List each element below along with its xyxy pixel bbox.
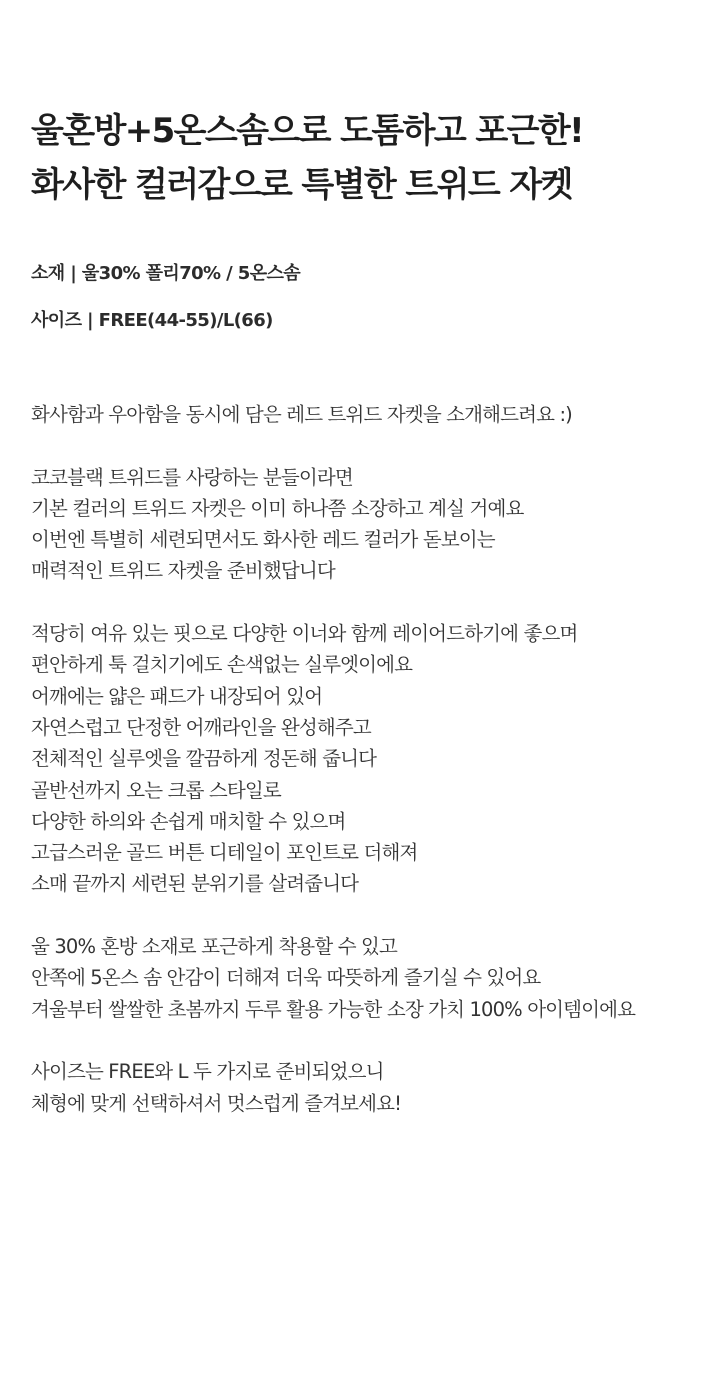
text-line: 소매 끝까지 세련된 분위기를 살려줍니다 [31,872,359,896]
text-line: 골반선까지 오는 크롭 스타일로 [31,778,281,802]
paragraph-color [31,462,635,587]
headline-line-2: 화사한 컬러감으로 특별한 트위드 자켓 [31,165,572,205]
text-line: 전체적인 실루엣을 깔끔하게 정돈해 줍니다 [31,747,377,771]
text-line: 기본 컬러의 트위드 자켓은 이미 하나쯤 소장하고 계실 거예요 [31,496,524,520]
paragraph-fit [31,618,635,900]
paragraph-size [31,1056,635,1119]
text-line: 화사함과 우아함을 동시에 담은 레드 트위드 자켓을 소개해드려요 :) [31,403,572,426]
headline-line-1: 울혼방+5온스솜으로 도톰하고 포근한! [31,111,583,151]
headline [31,104,583,212]
text-line: 다양한 하의와 손쉽게 매치할 수 있으며 [31,809,346,833]
text-line: 매력적인 트위드 자켓을 준비했답니다 [31,559,335,583]
text-line: 사이즈는 FREE와 L 두 가지로 준비되었으니 [31,1060,384,1084]
paragraph-material [31,931,635,1025]
text-line: 체형에 맞게 선택하셔서 멋스럽게 즐겨보세요! [31,1091,402,1115]
text-line: 겨울부터 쌀쌀한 초봄까지 두루 활용 가능한 소장 가치 100% 아이템이에요 [31,997,636,1021]
text-line: 이번엔 특별히 세련되면서도 화사한 레드 컬러가 돋보이는 [31,528,495,552]
text-line: 어깨에는 얇은 패드가 내장되어 있어 [31,684,323,708]
text-line: 안쪽에 5온스 솜 안감이 더해져 더욱 따뜻하게 즐기실 수 있어요 [31,966,541,990]
spec-material: 소재 | 울30% 폴리70% / 5온스솜 [31,263,301,284]
paragraph-intro [31,399,635,430]
text-line: 자연스럽고 단정한 어깨라인을 완성해주고 [31,715,371,739]
text-line: 고급스러운 골드 버튼 디테일이 포인트로 더해져 [31,841,418,865]
text-line: 적당히 여유 있는 핏으로 다양한 이너와 함께 레이어드하기에 좋으며 [31,622,578,646]
text-line: 편안하게 툭 걸치기에도 손색없는 실루엣이에요 [31,653,413,677]
text-line: 울 30% 혼방 소재로 포근하게 착용할 수 있고 [31,935,398,959]
description-body [31,399,635,1150]
text-line: 코코블랙 트위드를 사랑하는 분들이라면 [31,465,353,489]
spec-size: 사이즈 | FREE(44-55)/L(66) [31,310,273,331]
